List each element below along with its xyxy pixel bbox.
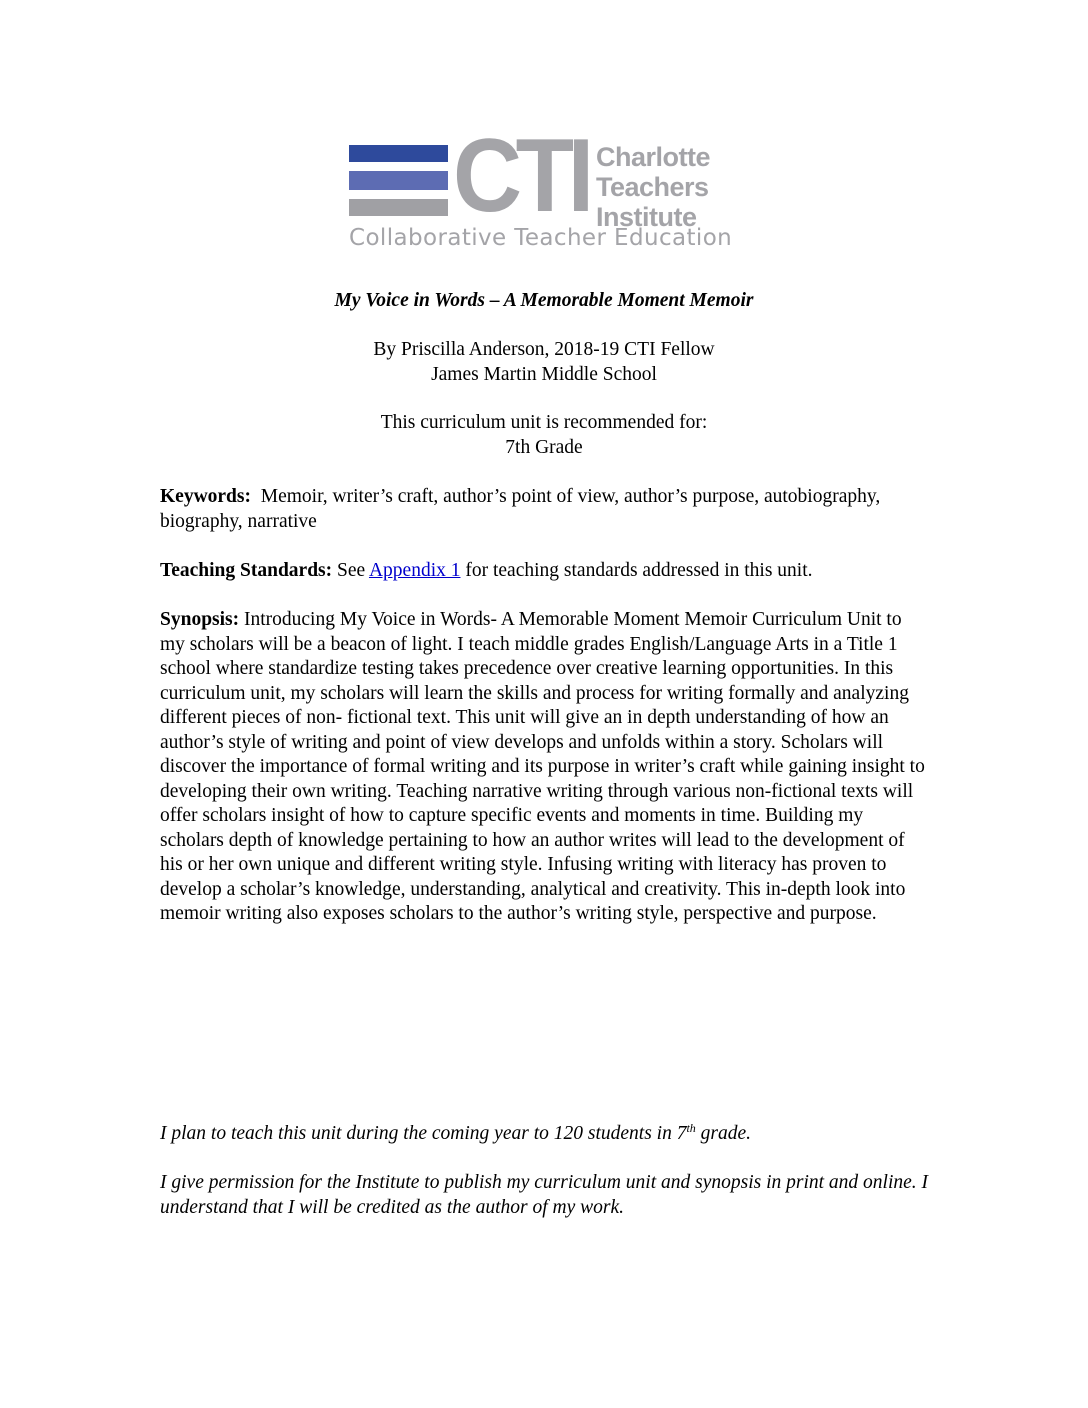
logo-bar-gray [349, 199, 448, 216]
logo-bar-mid-blue [349, 171, 448, 190]
logo-bar-dark-blue [349, 145, 448, 162]
keywords-text: Memoir, writer’s craft, author’s point of view, author’s purpose, autobiography, biography, narrative [160, 486, 881, 532]
plan-text: I plan to teach this unit during the coming year to 120 students in 7 [160, 1123, 687, 1144]
cti-logo [349, 118, 749, 257]
recommendation [0, 411, 1088, 460]
standards-paragraph [160, 559, 930, 584]
keywords-label: Keywords: [160, 486, 251, 507]
logo-tagline: Collaborative Teacher Education [349, 225, 733, 251]
plan-statement [160, 1122, 940, 1147]
logo-org-line2: Teachers [596, 172, 709, 202]
permission-statement: I give permission for the Institute to publish my curriculum unit and synopsis in print and online. I understand that I will be credited as the author of my work. [160, 1172, 929, 1218]
document-title: My Voice in Words – A Memorable Moment Memoir [334, 290, 754, 311]
recommendation-label: This curriculum unit is recommended for: [380, 412, 708, 433]
keywords-paragraph [160, 485, 930, 534]
byline [0, 338, 1088, 387]
recommendation-grade: 7th Grade [505, 436, 583, 458]
standards-prefix: See [337, 560, 366, 581]
author-line: By Priscilla Anderson, 2018-19 CTI Fellow [373, 339, 715, 360]
logo-org-name [596, 142, 710, 232]
standards-suffix: for teaching standards addressed in this unit. [465, 560, 813, 581]
synopsis-text: Introducing My Voice in Words- A Memorable Moment Memoir Curriculum Unit to my scholars will be a beacon of light. I teach middle grades English/Language Arts in a Title 1 school where standardize testing takes precedence over creative learning opportunities. In this curriculum unit, my scholars will learn the skills and process for writing formally and analyzing different pieces of non- fictional text. This unit will give an in depth understanding of how an author’s style of writing and point of view develops and unfolds within a story. Scholars will discover the importance of formal writing and its purpose in writer’s craft while gaining insight to developing their own writing. Teaching narrative writing through various non-fictional texts will offer scholars insight of how to capture specific events and moments in time. Building my scholars depth of knowledge pertaining to how an author writes will lead to the development of his or her own unique and different writing style. Infusing writing with literacy has proven to develop a scholar’s knowledge, understanding, analytical and creativity. This in-depth look into memoir writing also exposes scholars to the author’s writing style, perspective and purpose. [160, 609, 925, 924]
plan-superscript: th [686, 1121, 696, 1135]
school-line: James Martin Middle School [431, 363, 657, 385]
logo-org-line3: Institute [596, 202, 697, 232]
appendix-link[interactable]: Appendix 1 [368, 560, 461, 581]
plan-text-end: grade. [695, 1123, 752, 1144]
synopsis-paragraph [160, 608, 930, 927]
standards-label: Teaching Standards: [160, 560, 333, 581]
synopsis-label: Synopsis: [160, 609, 240, 630]
logo-mark: CTI [453, 118, 588, 234]
logo-org-line1: Charlotte [596, 142, 711, 172]
